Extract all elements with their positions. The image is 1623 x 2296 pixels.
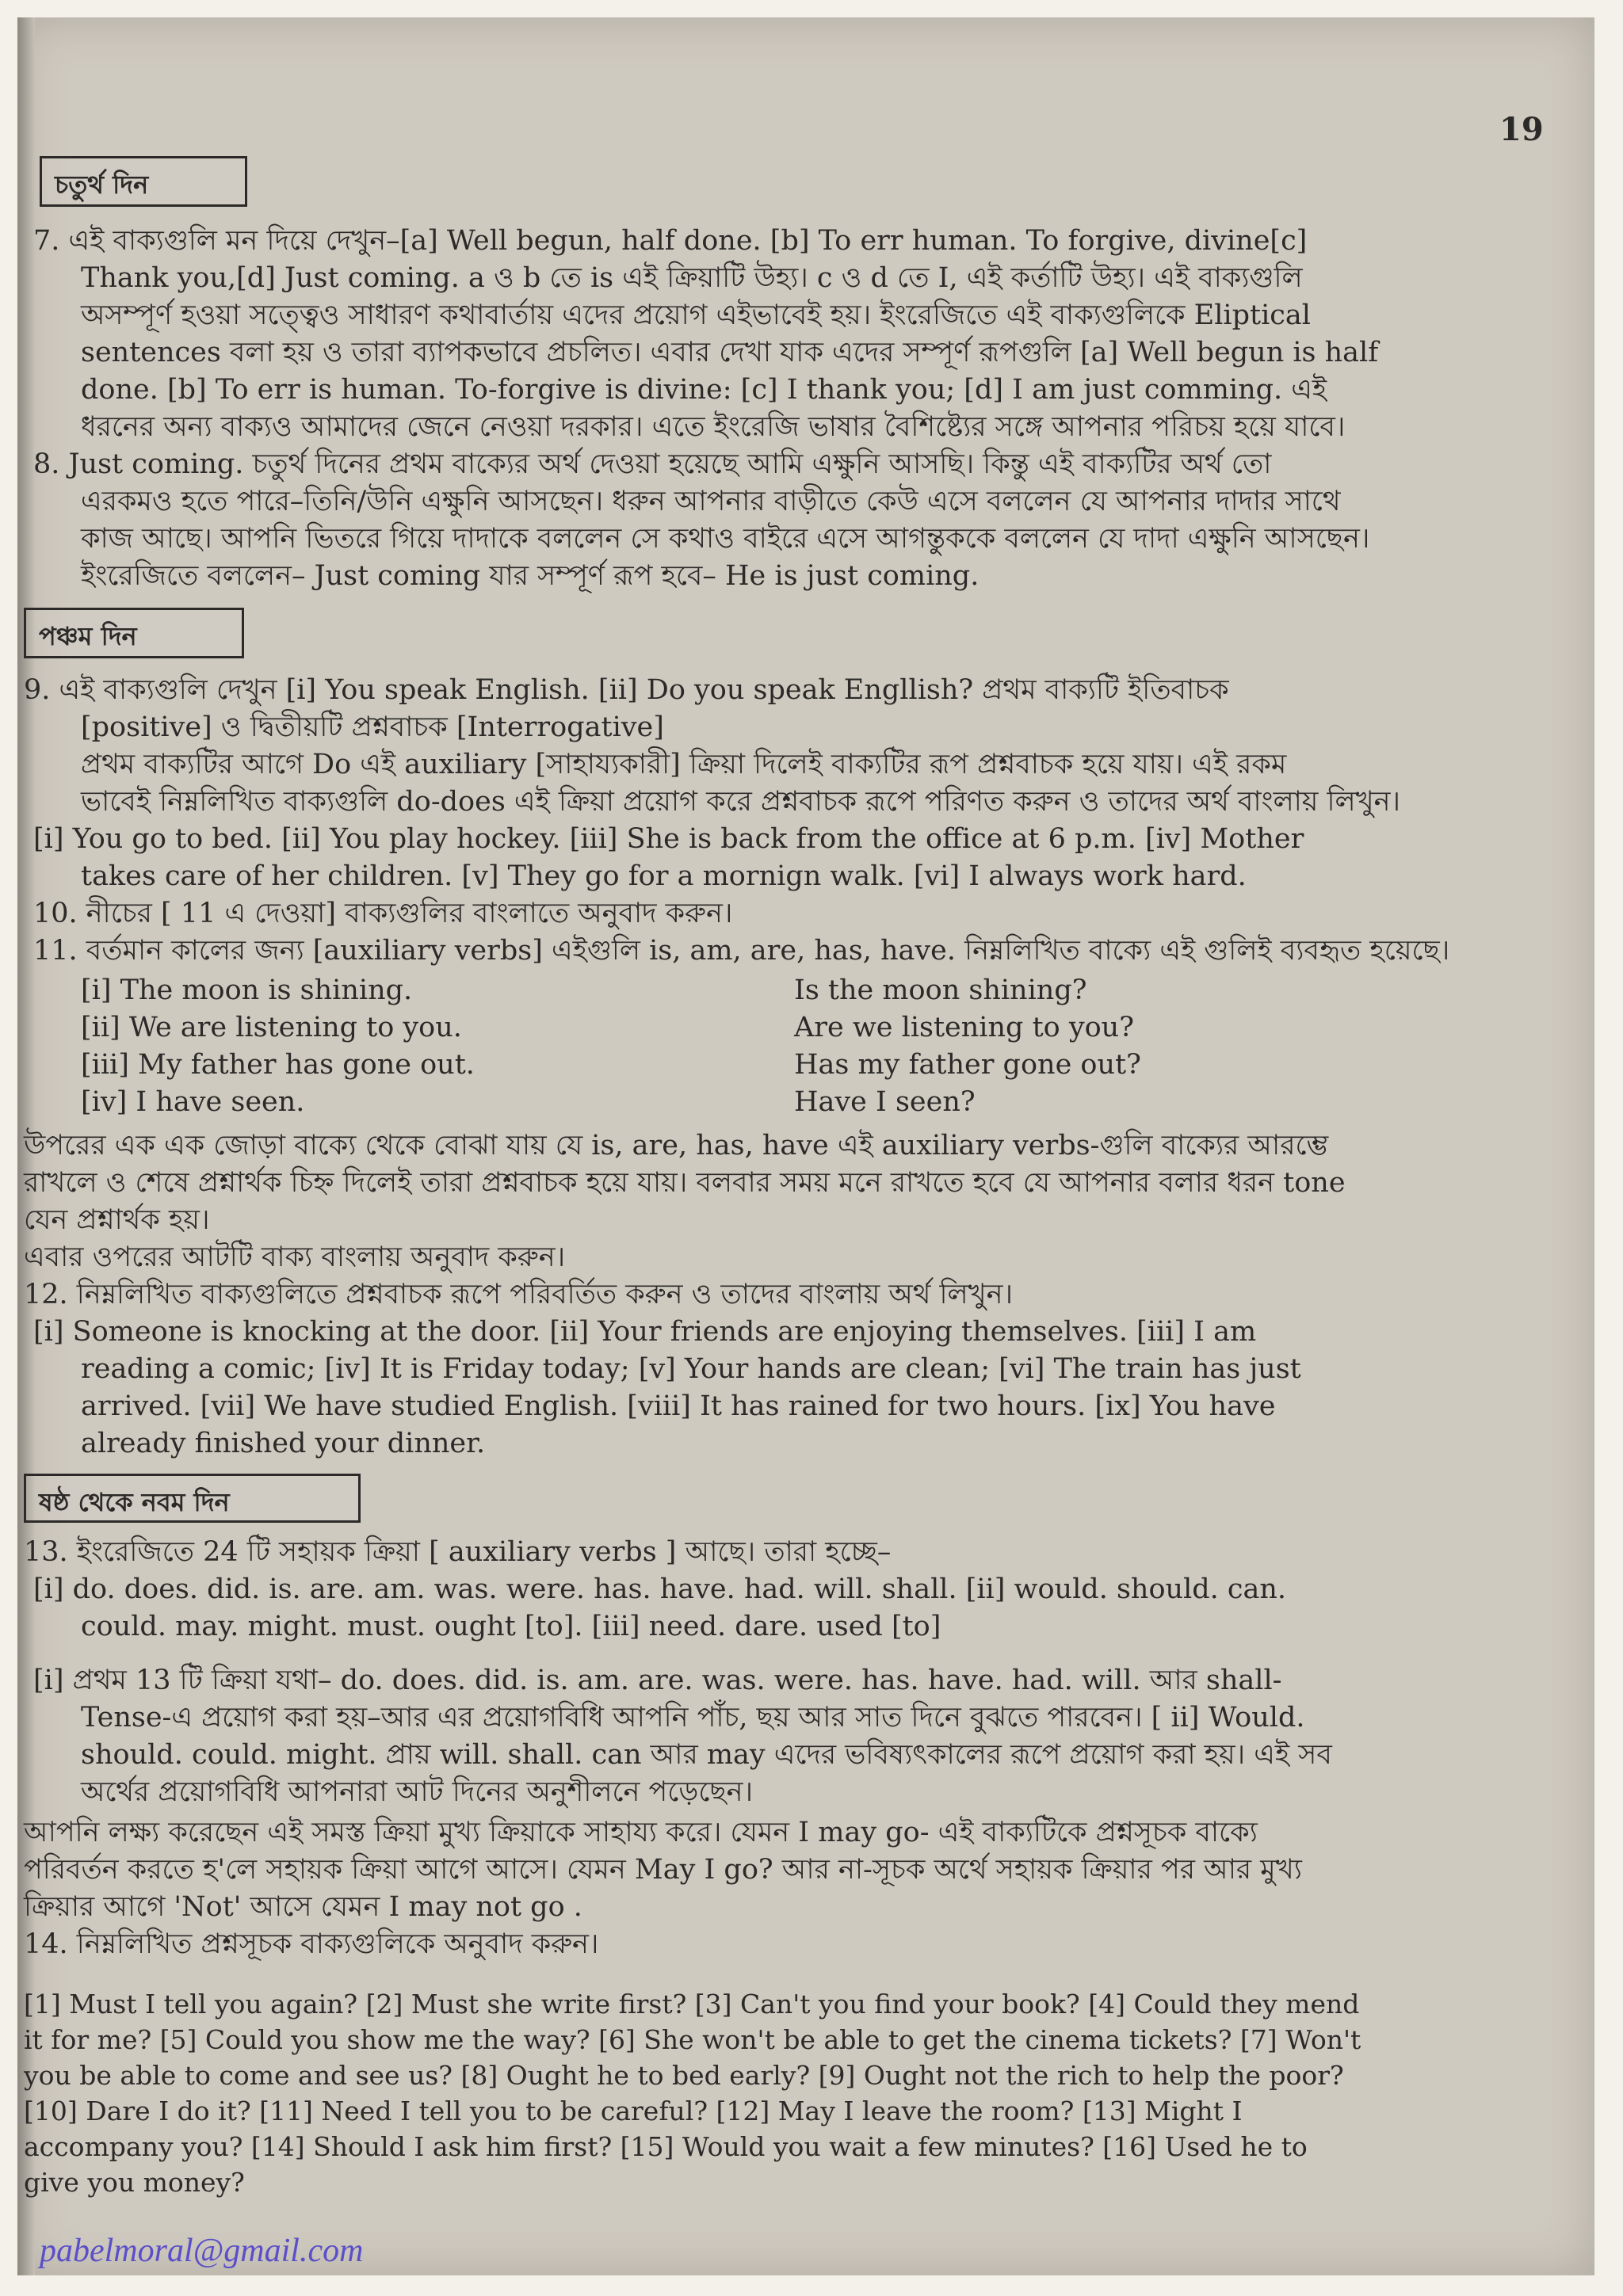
text-line: could. may. might. must. ought [to]. [iii] need. dare. used [to]: [81, 1611, 941, 1642]
statement: [iv] I have seen.: [81, 1086, 305, 1118]
text-line: 10. নীচের [ 11 এ দেওয়া] বাক্যগুলির বাংলাতে অনুবাদ করুন।: [33, 898, 733, 929]
text-line: অর্থের প্রয়োগবিধি আপনারা আট দিনের অনুশীলনে পড়েছেন।: [81, 1776, 754, 1808]
text-line: যেন প্রশ্নার্থক হয়।: [24, 1204, 210, 1236]
text-line: 9. এই বাক্যগুলি দেখুন [i] You speak English. [ii] Do you speak Engllish? প্রথম বাক্যটি ইতিবাচক: [24, 674, 1229, 706]
text-line: [i] Someone is knocking at the door. [ii] Your friends are enjoying themselves. [iii] I am: [33, 1316, 1257, 1348]
text-line: [i] প্রথম 13 টি ক্রিয়া যথা– do. does. did. is. am. are. was. were. has. have. had. will. আর shall-: [33, 1665, 1282, 1696]
text-line: it for me? [5] Could you show me the way? [6] She won't be able to get the cinema tickets? [7] Won't: [24, 2024, 1361, 2055]
text-line: [i] You go to bed. [ii] You play hockey. [iii] She is back from the office at 6 p.m. [iv] Mother: [33, 823, 1304, 855]
text-line: already finished your dinner.: [81, 1428, 486, 1459]
text-line: done. [b] To err is human. To-forgive is divine: [c] I thank you; [d] I am just comming. এই: [81, 374, 1327, 406]
text-line: give you money?: [24, 2167, 245, 2198]
text-line: এরকমও হতে পারে–তিনি/উনি এক্ষুনি আসছেন। ধরুন আপনার বাড়ীতে কেউ এসে বললেন যে আপনার দাদার সাথে: [81, 486, 1341, 517]
text-line: you be able to come and see us? [8] Ought he to bed early? [9] Ought not the rich to help the poor?: [24, 2060, 1344, 2091]
text-line: reading a comic; [iv] It is Friday today; [v] Your hands are clean; [vi] The train has just: [81, 1353, 1301, 1385]
text-line: কাজ আছে। আপনি ভিতরে গিয়ে দাদাকে বললেন সে কথাও বাইরে এসে আগন্তুককে বললেন যে দাদা এক্ষুনি আসছেন।: [81, 523, 1370, 555]
statement: [i] The moon is shining.: [81, 974, 413, 1006]
section-heading-day5: পঞ্চম দিন: [24, 608, 244, 658]
footer-email: pabelmoral@gmail.com: [40, 2233, 364, 2269]
text-line: [10] Dare I do it? [11] Need I tell you to be careful? [12] May I leave the room? [13] Might I: [24, 2096, 1243, 2126]
section-heading-day4: চতুর্থ দিন: [40, 156, 247, 207]
text-line: পরিবর্তন করতে হ'লে সহায়ক ক্রিয়া আগে আসে। যেমন May I go? আর না-সূচক অর্থে সহায়ক ক্রিয়ার পর আর মুখ্য: [24, 1854, 1302, 1886]
text-line: অসম্পূর্ণ হওয়া সত্ত্বেও সাধারণ কথাবার্তায় এদের প্রয়োগ এইভাবেই হয়। ইংরেজিতে এই বাক্যগুলিকে Eliptical: [81, 299, 1311, 331]
text-line: [1] Must I tell you again? [2] Must she write first? [3] Can't you find your book? [4] Could they mend: [24, 1989, 1360, 2019]
text-line: এবার ওপরের আটটি বাক্য বাংলায় অনুবাদ করুন।: [24, 1241, 566, 1273]
text-line: 14. নিম্নলিখিত প্রশ্নসূচক বাক্যগুলিকে অনুবাদ করুন।: [24, 1928, 599, 1960]
text-line: 8. Just coming. চতুর্থ দিনের প্রথম বাক্যের অর্থ দেওয়া হয়েছে আমি এক্ষুনি আসছি। কিন্তু এই বাক্যটির অর্থ তো: [33, 448, 1272, 480]
text-line: sentences বলা হয় ও তারা ব্যাপকভাবে প্রচলিত। এবার দেখা যাক এদের সম্পূর্ণ রূপগুলি [a] Well begun is half: [81, 337, 1379, 368]
question: Has my father gone out?: [794, 1049, 1141, 1081]
question: Is the moon shining?: [794, 974, 1087, 1006]
text-line: Tense-এ প্রয়োগ করা হয়–আর এর প্রয়োগবিধি আপনি পাঁচ, ছয় আর সাত দিনে বুঝতে পারবেন। [ ii] Would.: [81, 1702, 1305, 1733]
text-line: 12. নিম্নলিখিত বাক্যগুলিতে প্রশ্নবাচক রূপে পরিবর্তিত করুন ও তাদের বাংলায় অর্থ লিখুন।: [24, 1279, 1013, 1310]
section-heading-day6-9: ষষ্ঠ থেকে নবম দিন: [24, 1474, 361, 1523]
text-line: ইংরেজিতে বললেন– Just coming যার সম্পূর্ণ রূপ হবে– He is just coming.: [81, 560, 980, 592]
text-line: accompany you? [14] Should I ask him first? [15] Would you wait a few minutes? [16] Used he to: [24, 2131, 1308, 2162]
text-line: Thank you,[d] Just coming. a ও b তে is এই ক্রিয়াটি উহ্য। c ও d তে I, এই কর্তাটি উহ্য। এই বাক্যগুলি: [81, 262, 1303, 294]
question: Have I seen?: [794, 1086, 976, 1118]
text-line: ভাবেই নিম্নলিখিত বাক্যগুলি do-does এই ক্রিয়া প্রয়োগ করে প্রশ্নবাচক রূপে পরিণত করুন ও তাদের অর্থ বাংলায় লিখুন।: [81, 786, 1401, 818]
text-line: আপনি লক্ষ্য করেছেন এই সমস্ত ক্রিয়া মুখ্য ক্রিয়াকে সাহায্য করে। যেমন I may go- এই বাক্যটিকে প্রশ্নসূচক বাক্যে: [24, 1817, 1258, 1848]
text-line: 7. এই বাক্যগুলি মন দিয়ে দেখুন–[a] Well begun, half done. [b] To err human. To forgive, divine[c]: [33, 225, 1308, 257]
text-line: প্রথম বাক্যটির আগে Do এই auxiliary [সাহায্যকারী] ক্রিয়া দিলেই বাক্যটির রূপ প্রশ্নবাচক হয়ে যায়। এই রকম: [81, 749, 1287, 780]
text-line: উপরের এক এক জোড়া বাক্যে থেকে বোঝা যায় যে is, are, has, have এই auxiliary verbs-গুলি বাক্যের আরম্ভে: [24, 1130, 1329, 1161]
book-page: [17, 17, 1594, 2275]
text-line: 11. বর্তমান কালের জন্য [auxiliary verbs] এইগুলি is, am, are, has, have. নিম্নলিখিত বাক্যে এই গুলিই ব্যবহৃত হয়েছে।: [33, 935, 1450, 967]
question: Are we listening to you?: [794, 1012, 1134, 1043]
text-line: arrived. [vii] We have studied English. [viii] It has rained for two hours. [ix] You have: [81, 1390, 1276, 1422]
text-line: 13. ইংরেজিতে 24 টি সহায়ক ক্রিয়া [ auxiliary verbs ] আছে। তারা হচ্ছে–: [24, 1536, 892, 1568]
statement: [iii] My father has gone out.: [81, 1049, 475, 1081]
text-line: should. could. might. প্রায় will. shall. can আর may এদের ভবিষ্যৎকালের রূপে প্রয়োগ করা হয়। এই সব: [81, 1739, 1332, 1771]
text-line: ধরনের অন্য বাক্যও আমাদের জেনে নেওয়া দরকার। এতে ইংরেজি ভাষার বৈশিষ্ট্যের সঙ্গে আপনার পরিচয় হয়ে যাবে।: [81, 411, 1346, 443]
page-number: 19: [1499, 111, 1544, 148]
text-line: takes care of her children. [v] They go for a mornign walk. [vi] I always work hard.: [81, 860, 1247, 892]
statement: [ii] We are listening to you.: [81, 1012, 462, 1043]
text-line: [i] do. does. did. is. are. am. was. were. has. have. had. will. shall. [ii] would. should. can.: [33, 1573, 1287, 1605]
text-line: [positive] ও দ্বিতীয়টি প্রশ্নবাচক [Interrogative]: [81, 711, 664, 743]
text-line: রাখলে ও শেষে প্রশ্নার্থক চিহ্ন দিলেই তারা প্রশ্নবাচক হয়ে যায়। বলবার সময় মনে রাখতে হবে যে আপনার বলার ধরন tone: [24, 1167, 1346, 1199]
text-line: ক্রিয়ার আগে 'Not' আসে যেমন I may not go .: [24, 1891, 582, 1923]
